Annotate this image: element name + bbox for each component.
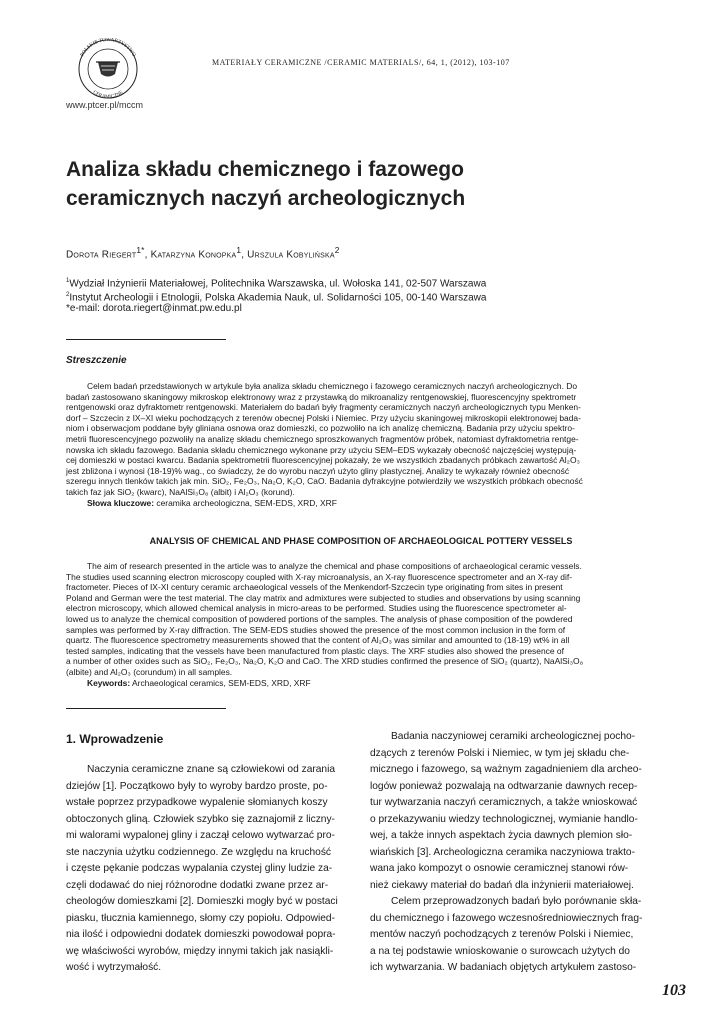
body-line: micznego i fazowego, są ważnym zagadnieniem dla archeo- bbox=[370, 764, 642, 775]
abstract-line: tested samples, indicating that the vessels have been manufactured from plastic clays. The XRF studies also showed the presence of bbox=[66, 645, 564, 656]
title-line: Analiza składu chemicznego i fazowego bbox=[66, 158, 464, 181]
body-column-right bbox=[370, 729, 642, 977]
author-name: Katarzyna Konopka bbox=[150, 249, 237, 261]
body-line: ich wytwarzania. W badaniach objętych artykułem zastoso- bbox=[370, 962, 637, 973]
body-line: wiańskich [3]. Archeologiczna ceramika naczyniowa trakto- bbox=[370, 846, 635, 858]
english-title: ANALYSIS OF CHEMICAL AND PHASE COMPOSITION OF ARCHAEOLOGICAL POTTERY VESSELS bbox=[149, 536, 573, 546]
keywords-label: Słowa kluczowe: bbox=[87, 497, 155, 508]
keywords-pl bbox=[66, 498, 656, 509]
body-line: o przekazywaniu wiedzy technologicznej, wymianie handlo- bbox=[370, 813, 638, 825]
abstract-line: jest zbliżona i wynosi (18-19)% wag., co świadczy, że do wyrobu naczyń użyto gliny plastycznej. Analizy te wykazały również obecność bbox=[66, 465, 570, 476]
abstract-line: dorf – Szczecin z IX–XI wieku pochodzących z terenów obecnej Polski i Niemiec. Przy użyciu skaningowej mikroskopii elektronowej bada- bbox=[66, 412, 581, 423]
divider bbox=[66, 339, 226, 340]
body-line: nia ilość i odpowiedni dodatek domieszki powodował popra- bbox=[66, 929, 336, 940]
body-line: dzących z terenów Polski i Niemiec, w tym jej składu che- bbox=[370, 747, 630, 759]
author-affiliation-mark: 1* bbox=[136, 245, 145, 255]
body-line: wę właściwości wyrobów, między innymi takich jak nasiąkli- bbox=[66, 945, 334, 957]
corresponding-email bbox=[66, 302, 242, 316]
affiliation-mark: 2 bbox=[66, 292, 70, 298]
abstract-line: a number of other oxides such as SiO₂, Fe₂O₃, Na₂O, K₂O and CaO. The XRD studies confirmed the presence of SiO₂ (quartz), NaAlSi₃O₈ bbox=[66, 656, 584, 667]
body-line: częli dodawać do niej różnorodne dodatki zwane przez ar- bbox=[66, 879, 329, 891]
author-affiliation-mark: 1 bbox=[236, 245, 242, 255]
divider bbox=[66, 708, 226, 709]
logo-text-top: POLSKIE TOWARZYSTWO bbox=[79, 38, 137, 58]
body-line: Naczynia ceramiczne znane są człowiekowi od zarania bbox=[87, 764, 336, 775]
author-affiliation-mark: 2 bbox=[334, 245, 340, 255]
body-line: i częste pękanie podczas wypalania czystej gliny ludzie za- bbox=[66, 863, 333, 874]
body-line: ste naczynia użytku codziennego. Ze względu na kruchość bbox=[66, 846, 332, 858]
abstract-line: takich faz jak SiO₂ (kwarc), NaAlSi₃O₈ (albit) i Al₂O₃ (korund). bbox=[66, 486, 295, 497]
title-line: ceramicznych naczyń archeologicznych bbox=[66, 186, 466, 210]
body-line: wstałe poprzez przypadkowe wypalenie słomianych koszy bbox=[66, 797, 328, 808]
body-line: mi walorami wypalonej gliny i zaczął celowo wytwarzać pro- bbox=[66, 830, 335, 841]
abstract-line: fractometer. Pieces of IX-XI century ceramic archaeological vessels of the Menkendorf-Szczecin type originating from sites in present bbox=[66, 582, 563, 593]
abstract-line: cej domieszki w postaci kwarcu. Badania spektrometrii fluorescencyjnej pokazały, że we wszystkich zbadanych próbkach zawartość Al₂O₃ bbox=[66, 455, 580, 466]
author-list bbox=[66, 245, 340, 260]
abstract-line: rentgenowski oraz dyfraktometr rentgenowski. Materiałem do badań były fragmenty ceramicznych naczyń archeologicznych typu Menken- bbox=[66, 402, 581, 413]
body-line: mentów naczyń pochodzących z terenów Polski i Niemiec, bbox=[370, 929, 634, 940]
body-line: logów ponieważ pozwalają na odtwarzanie dawnych recep- bbox=[370, 780, 638, 792]
author-separator: , bbox=[144, 249, 151, 261]
abstract-line: The studies used scanning electron microscopy coupled with X-ray microanalysis, an X-ray fluorescence spectrometer and an X-ray dif- bbox=[66, 571, 573, 582]
logo-text-bottom: CERAMICZNE bbox=[91, 90, 125, 100]
abstract-line: niom i obserwacjom poddane były gliniana osnowa oraz domieszki, co pozwoliło na ich analizę chemiczną. Badania przy użyciu spektro- bbox=[66, 423, 575, 434]
author-name: Urszula Kobylińska bbox=[247, 249, 335, 261]
body-line: wana jako kompozyt o osnowie ceramicznej stanowi rów- bbox=[370, 863, 629, 874]
abstract-line: szeregu innych tlenków takich jak min. SiO₂, Fe₂O₃, Na₂O, K₂O, CaO. Badania dyfrakcyjne potwierdziły we wszystkich próbkach obecność bbox=[66, 476, 583, 487]
journal-citation: MATERIAŁY CERAMICZNE /CERAMIC MATERIALS/, 64, 1, (2012), 103-107 bbox=[212, 58, 510, 67]
affiliation-text: Instytut Archeologii i Etnologii, Polska Akademia Nauk, ul. Solidarności 105, 00-140 Warszawa bbox=[69, 292, 487, 304]
abstract-heading: Streszczenie bbox=[66, 355, 127, 366]
body-line: Badania naczyniowej ceramiki archeologicznej pocho- bbox=[391, 731, 636, 742]
society-logo bbox=[64, 38, 152, 100]
journal-url[interactable]: www.ptcer.pl/mccm bbox=[66, 100, 144, 110]
author-name: Dorota Riegert bbox=[66, 249, 137, 261]
body-line: dziejów [1]. Początkowo były to wyroby bardzo proste, po- bbox=[66, 780, 328, 792]
body-line: piasku, tłucznia kamiennego, słomy czy popiołu. Odpowied- bbox=[66, 912, 335, 924]
svg-text:CERAMICZNE bbox=[92, 90, 125, 100]
keywords-label: Keywords: bbox=[87, 677, 131, 688]
abstract-line: The aim of research presented in the article was to analyze the chemical and phase compositions of archaeological ceramic vessels. bbox=[87, 561, 582, 571]
abstract-line: lowed us to analyze the chemical composition of powdered portions of the samples. The analysis of phase composition of the powdered bbox=[66, 613, 573, 624]
article-title bbox=[66, 156, 666, 214]
body-line: Celem przeprowadzonych badań było porównanie skła- bbox=[391, 896, 642, 907]
abstract-line: nowska ich składu fazowego. Badania składu chemicznego wykonane przy użyciu SEM–EDS wykazały obecność najczęściej występują- bbox=[66, 444, 577, 455]
affiliation-text: *e-mail: dorota.riegert@inmat.pw.edu.pl bbox=[66, 303, 242, 314]
abstract-line: (albite) and Al₂O₃ (corundum) in all samples. bbox=[66, 666, 233, 677]
abstract-line: quartz. The fluorescence spectrometry measurements showed that the content of Al₂O₃ was similar and amounted to (18-19) wt% in all bbox=[66, 635, 570, 646]
abstract-line: Celem badań przedstawionych w artykule była analiza składu chemicznego i fazowego ceramicznych naczyń archeologicznych. Do bbox=[87, 381, 578, 391]
abstract-line: metrii fluorescencyjnego pozwoliły na analizę składu chemicznego sproszkowanych fragmentów próbek, natomiast dyfraktometria rentge- bbox=[66, 433, 579, 444]
body-line: tur wytwarzania naczyń ceramicznych, a także wnioskować bbox=[370, 797, 638, 808]
abstract-en bbox=[66, 561, 656, 688]
body-line: obtoczonych gliną. Człowiek szybko się zaznajomił z liczny- bbox=[66, 813, 335, 825]
keywords-text: ceramika archeologiczna, SEM-EDS, XRD, XRF bbox=[154, 497, 337, 508]
body-line: wość i wytrzymałość. bbox=[66, 962, 162, 973]
abstract-line: badań zastosowano skaningowy mikroskop elektronowy wraz z przystawką do mikroanalizy rentgenowskiej, fluorescencyjny spektrometr bbox=[66, 391, 577, 402]
abstract-line: Poland and German were the test material. The clay matrix and admixtures were subjected to studies and observations by using scanning bbox=[66, 592, 581, 603]
body-line: a na tej podstawie wnioskowanie o surowcach użytych do bbox=[370, 945, 630, 957]
body-column-left bbox=[66, 762, 338, 977]
abstract-line: samples was performed by X-ray diffraction. The SEM-EDS studies showed the presence of the most common inclusion in the form of bbox=[66, 624, 566, 635]
keywords-en bbox=[66, 678, 656, 689]
section-heading: 1. Wprowadzenie bbox=[66, 732, 164, 746]
body-line: cheologów domieszkami [2]. Domieszki mogły być w postaci bbox=[66, 896, 338, 907]
svg-text:POLSKIE TOWARZYSTWO bbox=[79, 38, 137, 58]
body-line: du chemicznego i fazowego wczesnośredniowiecznych frag- bbox=[370, 912, 643, 924]
body-line: wej, a także innych aspektach życia dawnych plemion sło- bbox=[370, 830, 633, 841]
keywords-text: Archaeological ceramics, SEM-EDS, XRD, XRF bbox=[130, 677, 311, 688]
abstract-pl bbox=[66, 381, 656, 508]
author-separator: , bbox=[241, 249, 248, 261]
affiliation-mark: 1 bbox=[66, 278, 70, 284]
abstract-line: electron microscopy, which allowed chemical analysis in micro-areas to be performed. Studies using the fluorescence spectrometer al- bbox=[66, 603, 567, 614]
page-number: 103 bbox=[662, 982, 686, 999]
body-line: nież ciekawy materiał do badań dla inżynierii materiałowej. bbox=[370, 879, 634, 891]
affiliation-text: Wydział Inżynierii Materiałowej, Politechnika Warszawska, ul. Wołoska 141, 02-507 Warszawa bbox=[69, 278, 487, 290]
